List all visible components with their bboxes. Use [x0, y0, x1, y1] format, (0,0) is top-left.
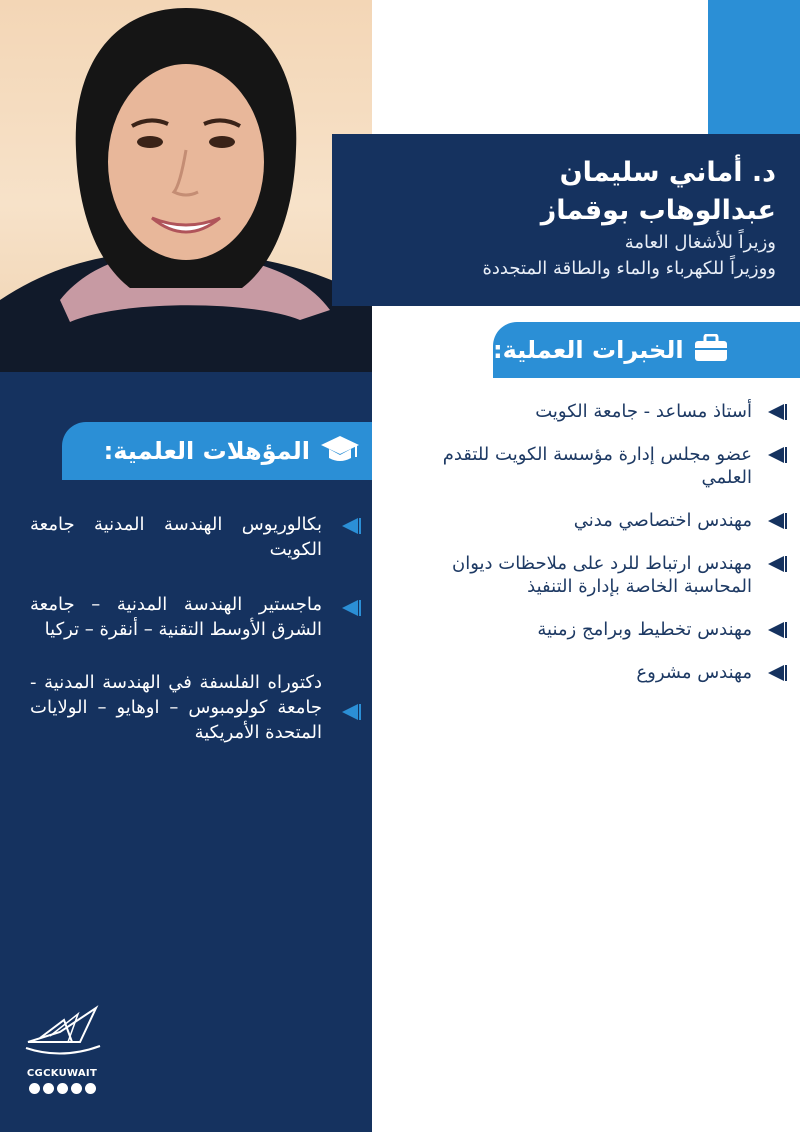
list-item: مهندس ارتباط للرد على ملاحظات ديوان المحاسبة الخاصة بإدارة التنفيذ: [390, 552, 788, 598]
name-title: د. أماني سليمان: [559, 157, 776, 188]
list-item: أستاذ مساعد - جامعة الكويت: [390, 400, 788, 423]
bullet-arrow-icon: [762, 620, 788, 640]
name-surname: عبدالوهاب بوقماز: [540, 195, 776, 226]
briefcase-icon: [694, 334, 728, 366]
sail-logo-icon: [20, 1002, 104, 1064]
cgc-logo: [20, 1002, 104, 1114]
list-item: دكتوراه الفلسفة في الهندسة المدنية - جامعة كولومبوس – اوهايو – الولايات المتحدة الأمريكية: [30, 672, 322, 743]
twitter-icon[interactable]: [57, 1083, 68, 1094]
instagram-icon[interactable]: [43, 1083, 54, 1094]
social-icons: [20, 1083, 104, 1094]
experience-list: [390, 400, 788, 704]
list-item: عضو مجلس إدارة مؤسسة الكويت للتقدم العلمي: [390, 443, 788, 489]
graduation-cap-icon: [320, 433, 360, 469]
accent-stripe: [708, 0, 800, 134]
bullet-arrow-icon: [762, 663, 788, 683]
bullet-arrow-icon: [762, 511, 788, 531]
qualifications-text: [30, 512, 322, 745]
role-line-2: ووزيراً للكهرباء والماء والطاقة المتجددة: [482, 258, 776, 279]
bullet-arrow-icon: [762, 554, 788, 574]
experience-heading: الخبرات العملية:: [493, 336, 684, 364]
name-block: [332, 134, 800, 306]
bullet-arrow-icon: [762, 402, 788, 422]
list-item: مهندس اختصاصي مدني: [390, 509, 788, 532]
qualifications-header: [62, 422, 372, 480]
bullet-arrow-icon: [336, 702, 362, 722]
facebook-icon[interactable]: [85, 1083, 96, 1094]
brand-name: CGCKUWAIT: [26, 1068, 98, 1079]
youtube-icon[interactable]: [71, 1083, 82, 1094]
bullet-arrow-icon: [336, 598, 362, 618]
snapchat-icon[interactable]: [29, 1083, 40, 1094]
list-item: مهندس تخطيط وبرامج زمنية: [390, 618, 788, 641]
list-item: بكالوريوس الهندسة المدنية جامعة الكويت: [30, 514, 322, 560]
experience-header: [493, 322, 800, 378]
bullet-arrow-icon: [762, 445, 788, 465]
list-item: ماجستير الهندسة المدنية – جامعة الشرق الأوسط التقنية – أنقرة – تركيا: [30, 594, 322, 640]
list-item: مهندس مشروع: [390, 661, 788, 684]
role-line-1: وزيراً للأشغال العامة: [624, 232, 776, 253]
bullet-arrow-icon: [336, 516, 362, 536]
portrait-photo: [0, 0, 372, 372]
qualifications-heading: المؤهلات العلمية:: [103, 437, 310, 465]
